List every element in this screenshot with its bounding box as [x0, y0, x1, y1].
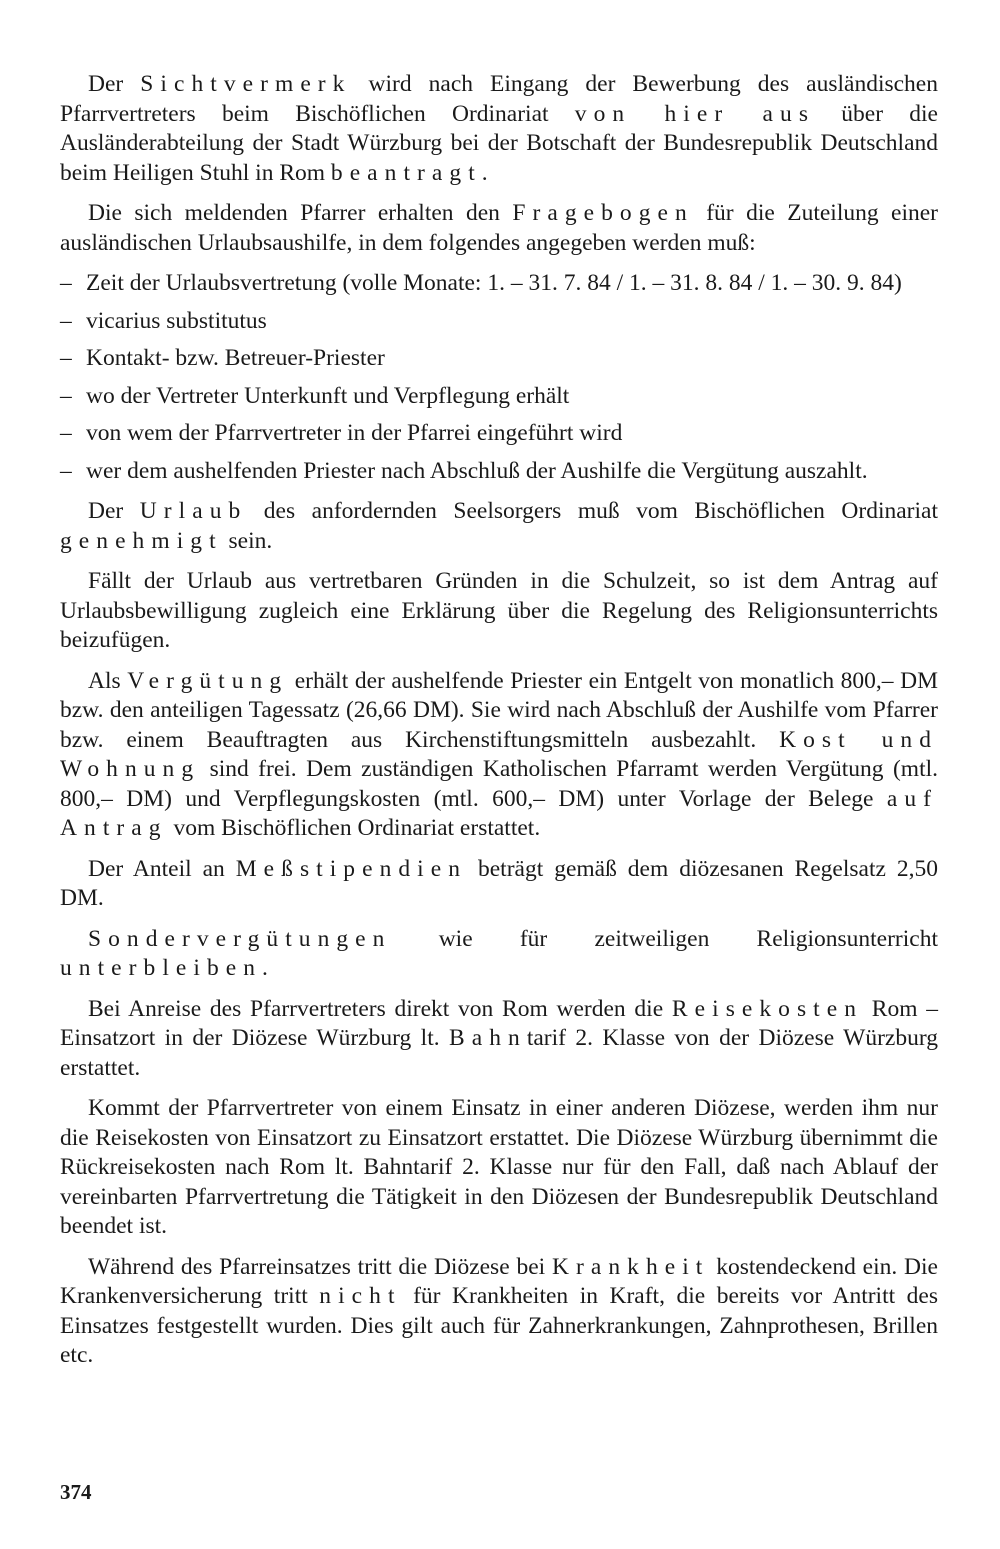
text-run: für die Zuteilung einer ausländischen Urlaubsaushilfe, in dem folgendes angegeben werden muß:	[60, 200, 938, 256]
list-item: – wer dem aushelfenden Priester nach Abschluß der Aushilfe die Vergütung auszahlt.	[60, 457, 938, 487]
page-number: 374	[60, 1480, 92, 1504]
paragraph-messstipendien	[60, 855, 938, 914]
spaced-term: Fragebogen	[512, 200, 694, 226]
spaced-term: von hier aus	[574, 100, 816, 127]
paragraph-fragebogen	[60, 199, 938, 258]
list-item: – Zeit der Urlaubsvertretung (volle Monate: 1. – 31. 7. 84 / 1. – 31. 8. 84 / 1. – 30. 9. 84)	[60, 269, 938, 299]
spaced-term: Sichtvermerk	[140, 71, 352, 97]
paragraph-sonderverguetungen	[60, 925, 938, 984]
text-run: Rom – Einsatzort in der Diözese Würzburg lt.	[60, 995, 938, 1051]
spaced-term: Sondervergütungen	[88, 925, 392, 952]
requirements-list	[60, 269, 938, 486]
text-run: Kommt der Pfarrvertreter von einem Einsatz in einer anderen Diözese, werden ihm nur die Reisekosten von Einsatzort zu Einsatzort erstattet. Die Diözese Würzburg übernimmt die Rückreisekosten nach Rom lt. Bahntarif 2. Klasse nur für den Fall, daß nach Ablauf der vereinbarten Pfarrvertretung die Tätigkeit in den Diözesen der Bundesrepublik Deutschland beendet ist.	[60, 1095, 938, 1239]
paragraph-urlaub	[60, 497, 938, 556]
text-run: kostendeckend ein. Die Krankenversicherung tritt	[60, 1253, 938, 1309]
paragraph-reisekosten	[60, 995, 938, 1084]
text-run: Der	[88, 71, 141, 97]
text-run: über die Ausländerabteilung der Stadt Würzburg bei der Botschaft der Bundesrepublik Deutschland beim Heiligen Stuhl in Rom	[60, 100, 938, 186]
text-run: Der	[88, 498, 140, 524]
list-item: – wo der Vertreter Unterkunft und Verpflegung erhält	[60, 382, 938, 412]
text-run: des anfordernden Seelsorgers muß vom Bischöflichen Ordinariat	[247, 498, 938, 524]
text-run: tarif 2. Klasse von der Diözese Würzburg erstattet.	[60, 1025, 938, 1081]
text-run: wird nach Eingang der Bewerbung des ausländischen Pfarrvertreters beim Bischöflichen Ordinariat	[60, 71, 938, 127]
paragraph-rueckreise	[60, 1094, 938, 1242]
text-run: für Krankheiten in Kraft, die bereits vor Antritt des Einsatzes festgestellt wurden. Dies gilt auch für Zahnerkrankungen, Zahnprothesen, Brillen etc.	[60, 1283, 939, 1368]
body-text	[60, 70, 938, 1382]
list-item: – von wem der Pfarrvertreter in der Pfarrei eingeführt wird	[60, 419, 938, 449]
paragraph-krankheit	[60, 1253, 938, 1371]
paragraph-schulzeit	[60, 567, 938, 656]
list-item: – vicarius substitutus	[60, 307, 938, 337]
text-run: sein.	[222, 527, 273, 554]
spaced-term: Krankheit	[551, 1253, 710, 1280]
text-run: erhält der aushelfende Priester ein Entgelt von monatlich 800,– DM bzw. den anteiligen Tagessatz (26,66 DM). Sie wird nach Abschluß der Aushilfe vom Pfarrer bzw. einem Beauftragten aus Kirchenstiftungsmitteln ausbezahlt.	[60, 667, 938, 753]
paragraph-sichtvermerk	[60, 70, 938, 188]
spaced-term: unterbleiben.	[60, 955, 275, 981]
spaced-term: nicht	[319, 1283, 402, 1309]
spaced-term: genehmigt	[60, 527, 223, 554]
text-run: sind frei. Dem zuständigen Katholischen Pfarramt werden Vergütung (mtl. 800,– DM) und Verpflegungskosten (mtl. 600,– DM) unter Vorlage der Belege	[60, 756, 938, 812]
spaced-term: beantragt.	[330, 159, 495, 186]
text-run: Der Anteil an	[88, 855, 236, 882]
spaced-term: Reisekosten	[671, 995, 864, 1022]
spaced-term: auf Antrag	[60, 785, 938, 841]
text-run: Als	[88, 667, 128, 694]
text-run: Fällt der Urlaub aus vertretbaren Gründen in die Schulzeit, so ist dem Antrag auf Urlaubsbewilligung zugleich eine Erklärung über die Regelung des Religionsunterrichts beizufügen.	[60, 568, 938, 653]
spaced-term: Bahn	[449, 1025, 527, 1051]
list-item: – Kontakt- bzw. Betreuer-Priester	[60, 344, 938, 374]
text-run: Während des Pfarreinsatzes tritt die Diözese bei	[88, 1253, 552, 1280]
text-run: beträgt gemäß dem diözesanen Regelsatz 2,50 DM.	[60, 855, 938, 911]
spaced-term: Meßstipendien	[235, 855, 468, 882]
text-run: wie für zeitweiligen Religionsunterricht	[391, 925, 938, 952]
paragraph-verguetung	[60, 667, 938, 844]
spaced-term: Kost und Wohnung	[60, 726, 938, 782]
spaced-term: Vergütung	[127, 667, 289, 694]
text-run: vom Bischöflichen Ordinariat erstattet.	[167, 815, 541, 841]
text-run: Die sich meldenden Pfarrer erhalten den	[88, 200, 513, 226]
spaced-term: Urlaub	[139, 498, 248, 524]
text-run: Bei Anreise des Pfarrvertreters direkt von Rom werden die	[88, 995, 672, 1022]
